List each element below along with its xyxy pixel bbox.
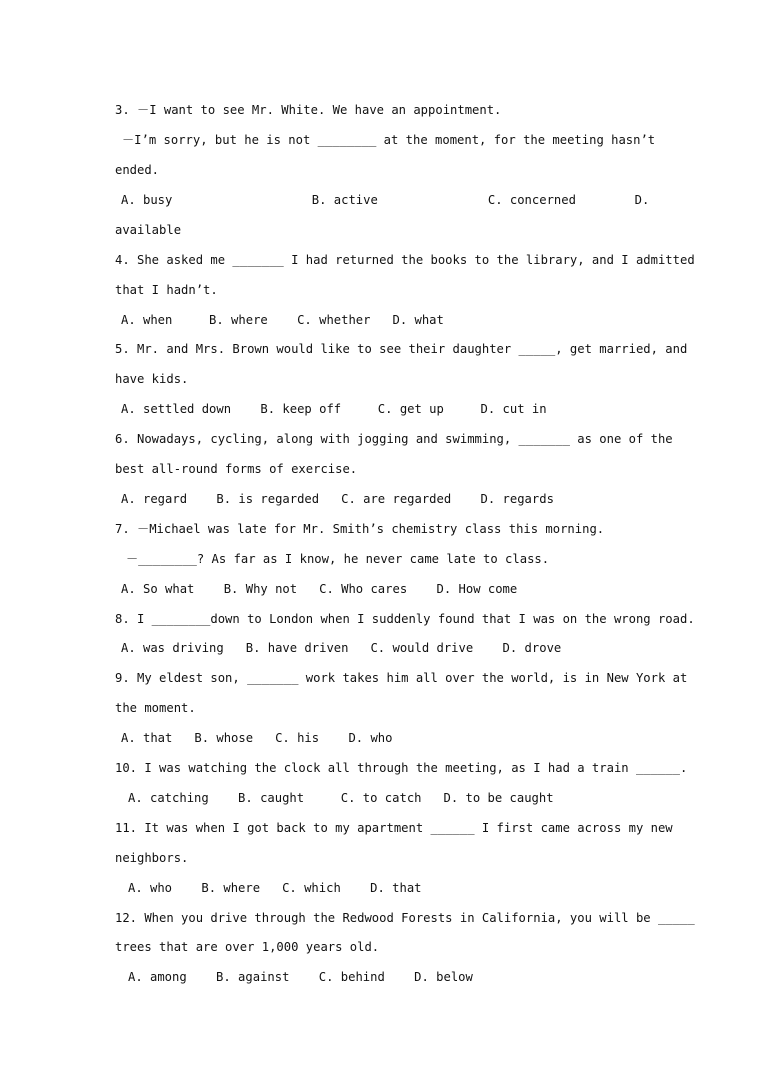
question-4-options: A. when B. where C. whether D. what — [121, 313, 444, 327]
question-9-stem-line-2: the moment. — [115, 701, 196, 715]
question-4-stem-line-2: that I hadn’t. — [115, 283, 218, 297]
question-10-stem-line-1: 10. I was watching the clock all through the meeting, as I had a train ______. — [115, 761, 688, 775]
question-12-options: A. among B. against C. behind D. below — [128, 970, 473, 984]
question-11-options: A. who B. where C. which D. that — [128, 881, 422, 895]
question-10-options: A. catching B. caught C. to catch D. to be caught — [128, 791, 554, 805]
question-12-stem-line-2: trees that are over 1,000 years old. — [115, 940, 380, 954]
question-8-options: A. was driving B. have driven C. would drive D. drove — [121, 641, 562, 655]
question-6-stem-line-1: 6. Nowadays, cycling, along with jogging and swimming, _______ as one of the — [115, 432, 673, 446]
question-3-options-line-2: available — [115, 223, 182, 237]
question-3-stem-line-3: ended. — [115, 163, 160, 177]
question-7-options: A. So what B. Why not C. Who cares D. How come — [121, 582, 518, 596]
question-3-options-line-1: A. busy B. active C. concerned D. — [121, 193, 650, 207]
question-3-stem-line-1: 3. －I want to see Mr. White. We have an appointment. — [115, 103, 502, 117]
question-4-stem-line-1: 4. She asked me _______ I had returned the books to the library, and I admitted — [115, 253, 695, 267]
question-7-stem-line-1: 7. －Michael was late for Mr. Smith’s chemistry class this morning. — [115, 522, 605, 536]
question-6-stem-line-2: best all-round forms of exercise. — [115, 462, 358, 476]
question-7-stem-line-2: －________? As far as I know, he never came late to class. — [126, 552, 550, 566]
question-11-stem-line-1: 11. It was when I got back to my apartment ______ I first came across my new — [115, 821, 673, 835]
question-5-stem-line-2: have kids. — [115, 372, 189, 386]
question-9-stem-line-1: 9. My eldest son, _______ work takes him all over the world, is in New York at — [115, 671, 688, 685]
question-5-stem-line-1: 5. Mr. and Mrs. Brown would like to see their daughter _____, get married, and — [115, 342, 688, 356]
question-8-stem-line-1: 8. I ________down to London when I suddenly found that I was on the wrong road. — [115, 612, 695, 626]
question-11-stem-line-2: neighbors. — [115, 851, 189, 865]
question-3-stem-line-2: －I’m sorry, but he is not ________ at the moment, for the meeting hasn’t — [122, 133, 656, 147]
question-9-options: A. that B. whose C. his D. who — [121, 731, 393, 745]
question-12-stem-line-1: 12. When you drive through the Redwood Forests in California, you will be _____ — [115, 911, 695, 925]
question-5-options: A. settled down B. keep off C. get up D. cut in — [121, 402, 547, 416]
question-6-options: A. regard B. is regarded C. are regarded D. regards — [121, 492, 554, 506]
